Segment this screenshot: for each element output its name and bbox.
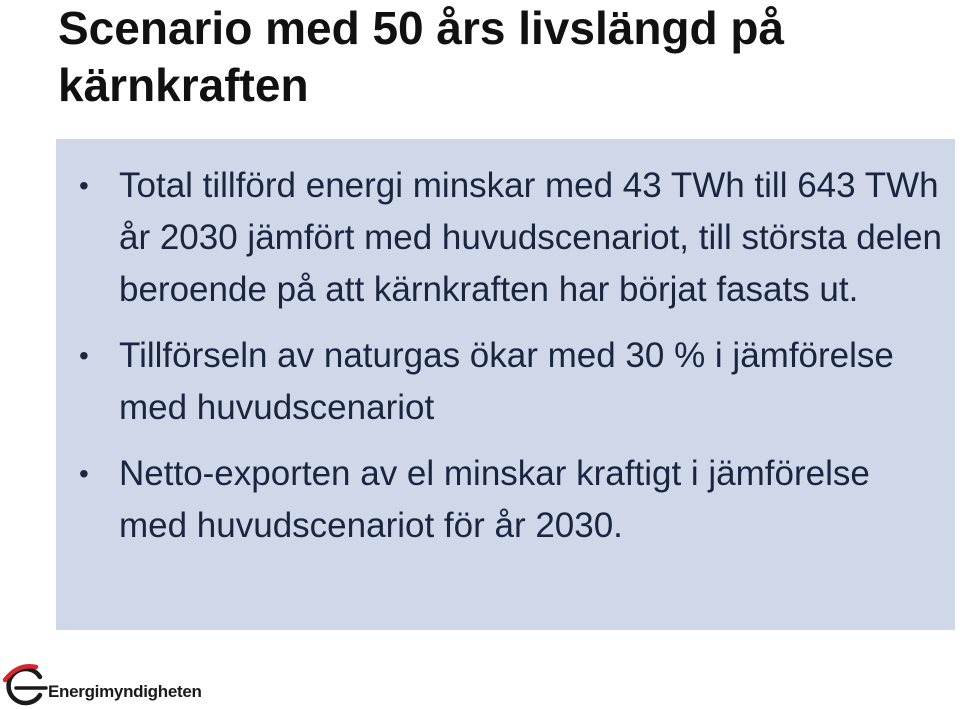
bullet-item <box>56 330 955 434</box>
bullet-list <box>56 160 955 552</box>
bullet-item <box>56 448 955 552</box>
energimyndigheten-logo-icon <box>2 655 52 707</box>
energimyndigheten-logo <box>2 655 222 707</box>
bullet-text: Netto-exporten av el minskar kraftigt i jämförelse med huvudscenariot för år 2030. <box>119 454 870 545</box>
bullet-icon: • <box>79 458 89 489</box>
logo-wordmark: Energimyndigheten <box>48 682 202 701</box>
slide-title: Scenario med 50 års livslängd på kärnkraften <box>58 2 785 111</box>
bullet-text: Tillförseln av naturgas ökar med 30 % i jämförelse med huvudscenariot <box>119 336 894 427</box>
bullet-icon: • <box>79 340 89 371</box>
bullet-text: Total tillförd energi minskar med 43 TWh till 643 TWh år 2030 jämfört med huvudscenariot, till största delen beroende på att kärnkraften har börjat fasats ut. <box>119 166 942 309</box>
bullet-icon: • <box>79 170 89 201</box>
content-box <box>56 139 955 630</box>
bullet-item <box>56 160 955 316</box>
